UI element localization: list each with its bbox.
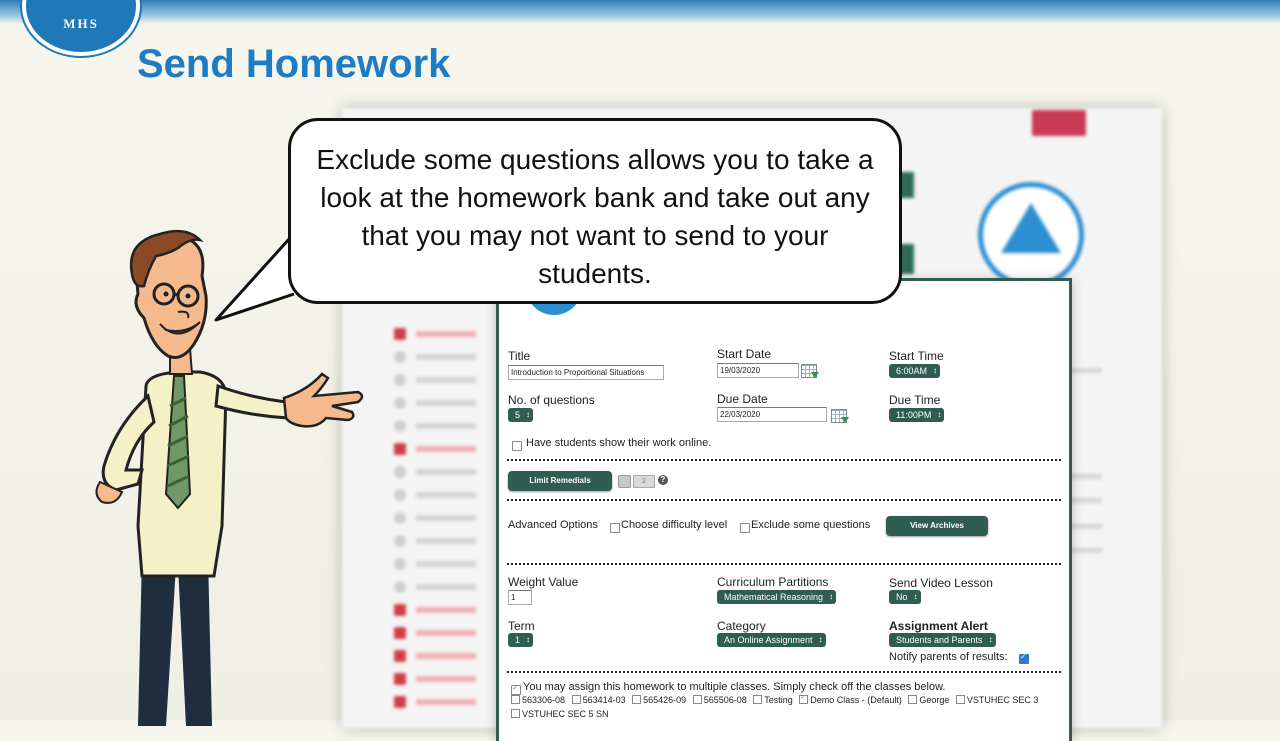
send-video-label: Send Video Lesson: [889, 576, 993, 590]
remedials-toggle[interactable]: [618, 475, 631, 488]
start-time-label: Start Time: [889, 349, 944, 363]
remedials-input[interactable]: 2: [633, 475, 655, 488]
top-banner: [0, 0, 1280, 24]
section-divider: [507, 671, 1061, 673]
class-option[interactable]: 565426-09: [632, 695, 686, 705]
speech-bubble: [288, 118, 902, 304]
due-date-input[interactable]: 22/03/2020: [717, 407, 827, 422]
num-questions-select[interactable]: 5 ↕: [508, 408, 533, 422]
calendar-icon[interactable]: [831, 408, 849, 423]
logo-text: MHS: [63, 16, 99, 31]
num-questions-label: No. of questions: [508, 393, 595, 407]
class-option[interactable]: Testing: [753, 695, 793, 705]
background-logo: [978, 182, 1084, 288]
class-option[interactable]: 563306-08: [511, 695, 565, 705]
multi-class-text: You may assign this homework to multiple classes. Simply check off the classes below.: [523, 681, 946, 693]
class-list-row-2: [511, 709, 613, 719]
curriculum-label: Curriculum Partitions: [717, 575, 829, 589]
page-title: Send Homework: [137, 42, 451, 86]
term-select[interactable]: 1 ↕: [508, 633, 533, 647]
category-select[interactable]: An Online Assignment ↕: [717, 633, 826, 647]
weight-input[interactable]: 1: [508, 590, 532, 605]
due-time-select[interactable]: 11:00PM ↕: [889, 408, 944, 422]
assignment-alert-select[interactable]: Students and Parents ↕: [889, 633, 996, 647]
show-work-label: Have students show their work online.: [526, 437, 712, 449]
category-label: Category: [717, 619, 766, 633]
send-video-select[interactable]: No ↕: [889, 590, 921, 604]
speech-bubble-tail: [210, 198, 300, 328]
curriculum-select[interactable]: Mathematical Reasoning ↕: [717, 590, 836, 604]
logout-button[interactable]: [1032, 110, 1086, 136]
show-work-checkbox[interactable]: [512, 441, 522, 451]
start-time-select[interactable]: 6:00AM ↕: [889, 364, 940, 378]
title-label: Title: [508, 349, 531, 363]
exclude-questions-label: Exclude some questions: [751, 519, 871, 531]
limit-remedials-button[interactable]: Limit Remedials: [508, 471, 612, 491]
section-divider: [507, 459, 1061, 461]
class-option[interactable]: 565506-08: [693, 695, 747, 705]
weight-label: Weight Value: [508, 575, 579, 589]
calendar-icon[interactable]: [801, 363, 819, 378]
assignment-alert-label: Assignment Alert: [889, 619, 988, 633]
class-option[interactable]: George: [908, 695, 949, 705]
exclude-questions-checkbox[interactable]: [740, 523, 750, 533]
due-date-label: Due Date: [717, 392, 768, 406]
school-logo: [22, 0, 140, 56]
class-list: [511, 695, 1042, 705]
help-icon[interactable]: ?: [658, 475, 668, 485]
choose-difficulty-label: Choose difficulty level: [621, 519, 728, 531]
class-option[interactable]: VSTUHEC SEC 5 SN: [511, 709, 609, 719]
section-divider: [507, 563, 1061, 565]
title-input[interactable]: Introduction to Proportional Situations: [508, 365, 664, 380]
homework-form: [496, 278, 1072, 741]
due-time-label: Due Time: [889, 393, 941, 407]
section-divider: [507, 499, 1061, 501]
multi-class-checkbox[interactable]: [511, 685, 521, 695]
term-label: Term: [508, 619, 535, 633]
choose-difficulty-checkbox[interactable]: [610, 523, 620, 533]
class-option-default[interactable]: ✓ Demo Class - (Default): [799, 695, 902, 705]
start-date-input[interactable]: 19/03/2020: [717, 363, 799, 378]
class-option[interactable]: 563414-03: [572, 695, 626, 705]
start-date-label: Start Date: [717, 347, 772, 361]
advanced-options-label: Advanced Options: [508, 519, 598, 531]
speech-bubble-text: Exclude some questions allows you to take a look at the homework bank and take out any that you may not want to send to your students.: [316, 144, 874, 289]
notify-parents-checkbox[interactable]: [1019, 654, 1029, 664]
class-option[interactable]: VSTUHEC SEC 3: [956, 695, 1039, 705]
notify-parents-label: Notify parents of results:: [889, 651, 1008, 663]
view-archives-button[interactable]: View Archives: [886, 516, 988, 536]
